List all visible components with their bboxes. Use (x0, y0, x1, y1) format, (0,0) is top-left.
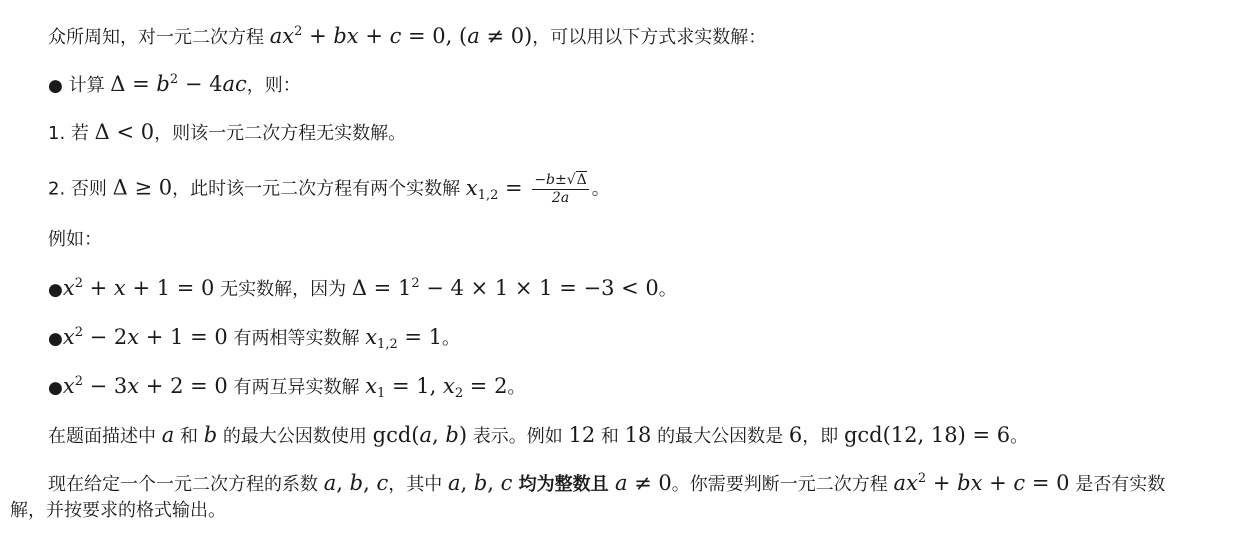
text: 计算 (62, 75, 111, 96)
equation-example-2: $x^2 - 2x + 1 = 0$ (62, 325, 228, 349)
var-a: a (161, 423, 175, 447)
task-line (48, 471, 1241, 497)
text: 例如： (48, 229, 102, 250)
equation-example-1-delta: $\Delta = 1^2 - 4 \times 1 \times 1 = -3 < 0$ (351, 276, 659, 300)
example-1 (48, 276, 1241, 302)
bold-text: 均为整数且 (512, 474, 615, 495)
bullet-icon: ● (48, 329, 63, 349)
example-2 (48, 325, 1241, 351)
text: 有两相等实数解 (227, 328, 366, 349)
text: 的最大公因数是 (651, 426, 789, 447)
coefficients-bold: a, b, c (447, 471, 513, 495)
num-18: 18 (624, 423, 652, 447)
equation-discriminant: $\Delta = b^2 - 4ac$ (110, 72, 247, 96)
equation-example-1: $x^2 + x + 1 = 0$ (62, 276, 215, 300)
text: 1. 若 (48, 123, 95, 144)
text: 在题面描述中 (48, 426, 162, 447)
num-6: 6 (788, 423, 803, 447)
text: ，可以用以下方式求实数解： (532, 27, 767, 48)
equation-delta-negative: Δ < 0 (94, 120, 155, 144)
case-1 (48, 120, 1241, 146)
text: 。你需要判断一元二次方程 (671, 474, 894, 495)
text: 2. 否则 (48, 178, 113, 200)
bullet-icon: ● (48, 76, 63, 96)
text: ，此时该一元二次方程有两个实数解 (172, 178, 466, 200)
text: 是否有实数 (1069, 474, 1166, 495)
equation-task: $ax^2$ + bx + c = 0 (893, 471, 1070, 495)
example-heading (48, 228, 1241, 252)
text: ，即 (802, 426, 844, 447)
bullet-discriminant (48, 72, 1241, 98)
equation-general: $ax^2$ + bx + c = 0, (a ≠ 0) (269, 24, 533, 48)
equation-delta-nonneg: Δ ≥ 0 (112, 175, 173, 200)
text: ，其中 (388, 474, 448, 495)
bullet-icon: ● (48, 280, 63, 300)
root-fraction: $\frac{-b\pm√\Delta}{2a}$ (534, 172, 587, 206)
equation-gcd: gcd(a, b) (372, 423, 468, 447)
equation-a-nonzero: a ≠ 0 (614, 471, 672, 495)
equation-gcd-example: gcd(12, 18) = 6 (843, 423, 1011, 447)
text: ，则该一元二次方程无实数解。 (154, 123, 407, 144)
equation-example-3-roots: $x_1 = 1$, $x_2 = 2$ (365, 374, 508, 401)
bullet-icon: ● (48, 378, 63, 398)
equation-example-2-root: $x_{1,2} = 1$ (365, 325, 443, 352)
text: 现在给定一个一元二次方程的系数 (48, 474, 324, 495)
equation-example-3: $x^2 - 3x + 2 = 0$ (62, 374, 228, 398)
var-b: b (203, 423, 218, 447)
gcd-definition (48, 423, 1241, 449)
text: 无实数解，因为 (214, 279, 352, 300)
text: 的最大公因数使用 (217, 426, 373, 447)
text: ，则： (246, 75, 301, 96)
case-2 (48, 173, 1241, 206)
text: 和 (174, 426, 204, 447)
equation-roots: $x_{1,2}$ = (465, 175, 530, 203)
intro-line (48, 24, 1241, 50)
text: 解，并按要求的格式输出。 (10, 500, 226, 521)
text: 。 (591, 178, 610, 200)
text: 。 (658, 279, 677, 300)
example-3 (48, 374, 1241, 400)
text: 。 (442, 328, 461, 349)
text: 表示。例如 (467, 426, 569, 447)
coefficients: a, b, c (323, 471, 389, 495)
text: 。 (1010, 426, 1029, 447)
num-12: 12 (568, 423, 596, 447)
text: 和 (595, 426, 625, 447)
text: 。 (507, 377, 526, 398)
task-line-cont (10, 499, 1241, 523)
text: 众所周知，对一元二次方程 (48, 27, 270, 48)
text: 有两互异实数解 (227, 377, 366, 398)
